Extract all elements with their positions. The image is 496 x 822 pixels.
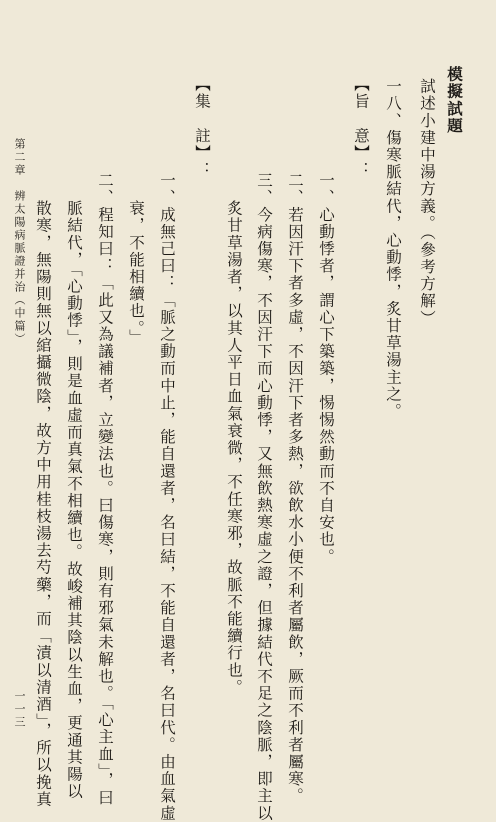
- section-title: 模擬試題: [445, 66, 464, 135]
- page-number: 一一三: [13, 690, 26, 729]
- commentary-entry-1-continued: 衰，不能相續也。」: [127, 200, 145, 347]
- item-title: 一八、傷寒脈結代，心動悸，炙甘草湯主之。: [384, 78, 402, 420]
- point-3: 三、今病傷寒，不因汗下而心動悸，又無飲熱寒虛之證，但據結代不足之陰脈，即主以: [255, 172, 273, 822]
- commentary-entry-2-continued-1: 脈結代，「心動悸」，則是血虛而真氣不相續也。故峻補其陰以生血，更通其陽以: [65, 200, 83, 801]
- question-prompt: 試述小建中湯方義。（參考方解）: [418, 78, 436, 327]
- commentary-entry-2-continued-2: 散寒，無陽則無以綰攝微陰，故方中用桂枝湯去芍藥，而「漬以清酒」，所以挽真: [34, 200, 52, 808]
- zhi-yi-label: 【旨 意】：: [352, 76, 370, 179]
- commentary-entry-1: 一、成無己曰：「脈之動而中止，能自還者，名曰結，不能自還者，名曰代。由血氣虛: [158, 172, 176, 822]
- point-1: 一、心動悸者，謂心下築築，惕惕然動而不自安也。: [317, 172, 335, 566]
- ji-zhu-label: 【集 註】：: [193, 76, 211, 179]
- commentary-entry-2: 二、程知曰：「此又為議補者，立變法也。曰傷寒，則有邪氣未解也。「心主血」，曰: [96, 172, 114, 807]
- point-3-continued: 炙甘草湯者，以其人平日血氣衰微，不任寒邪，故脈不能續行也。: [225, 200, 243, 696]
- running-head-chapter: 第二章 辨太陽病脈證并治（中篇）: [13, 138, 26, 346]
- point-2: 二、若因汗下者多虛，不因汗下者多熱，欲飲水小便不利者屬飲，厥而不利者屬寒。: [286, 172, 304, 805]
